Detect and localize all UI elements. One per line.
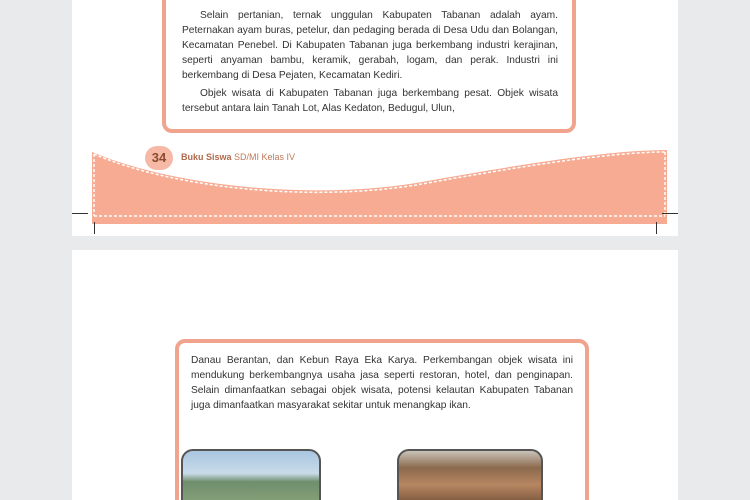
text-box-top bbox=[162, 0, 576, 133]
crop-mark bbox=[94, 222, 95, 234]
crop-mark bbox=[662, 213, 678, 214]
rice-field-photo bbox=[181, 449, 321, 500]
page-35 bbox=[72, 250, 678, 500]
page-34 bbox=[72, 0, 678, 236]
book-title-bold: Buku Siswa bbox=[181, 152, 232, 162]
crop-mark bbox=[72, 213, 88, 214]
chicken-farm-photo bbox=[397, 449, 543, 500]
crop-mark bbox=[656, 222, 657, 234]
paragraph-agriculture: Selain pertanian, ternak unggulan Kabupaten Tabanan adalah ayam. Peternakan ayam buras, petelur, dan pedaging berada di Desa Udu dan Bolangan, Kecamatan Penebel. Di Kabupaten Tabanan juga berkembang industri kerajinan, seperti anyaman bambu, keramik, gerabah, logam, dan perak. Industri ini berkembang di Desa Pejaten, Kecamatan Kediri. bbox=[182, 10, 558, 81]
page-number: 34 bbox=[145, 146, 173, 170]
book-title-rest: SD/MI Kelas IV bbox=[231, 152, 296, 162]
book-title bbox=[181, 152, 295, 162]
text-box-bottom bbox=[175, 339, 589, 500]
paragraph-tourism: Objek wisata di Kabupaten Tabanan juga berkembang pesat. Objek wisata tersebut antara lain Tanah Lot, Alas Kedaton, Bedugul, Ulun, bbox=[182, 88, 558, 114]
paragraph-tourism-continued: Danau Berantan, dan Kebun Raya Eka Karya. Perkembangan objek wisata ini mendukung berkembangnya usaha jasa seperti restoran, hotel, dan penginapan. Selain dimanfaatkan sebagai objek wisata, potensi kelautan Kabupaten Tabanan juga dimanfaatkan masyarakat sekitar untuk menangkap ikan. bbox=[191, 355, 573, 411]
footer-wave-band bbox=[92, 146, 667, 224]
